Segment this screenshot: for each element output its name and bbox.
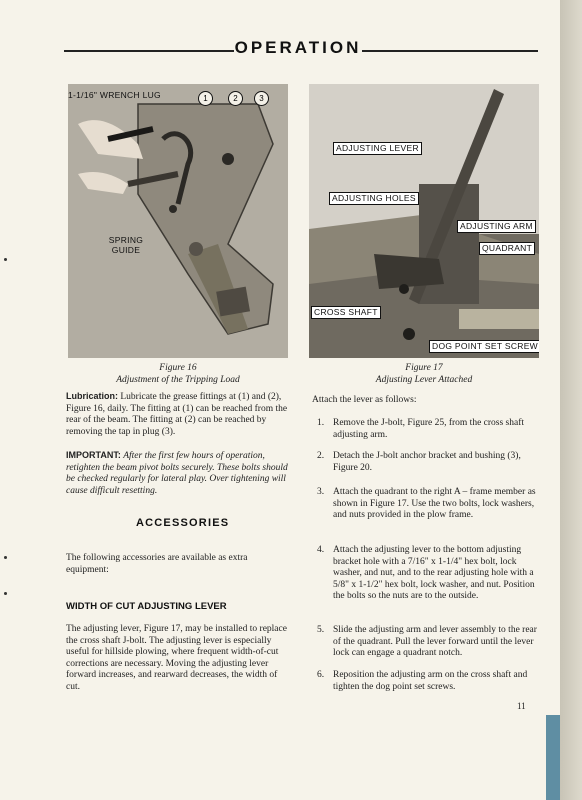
figure-16-photo (68, 84, 288, 358)
dog-point-set-screw-label: DOG POINT SET SCREW (429, 340, 539, 353)
list-item: 4. Attach the adjusting lever to the bottom adjusting bracket hole with a 7/16" x 1-1/4" hex bolt, lock washer, and nut, and to the rear adjusting hole with a 5/8" x 1-1/2" hex bolt, lock washer, and nut. Position the bolts so the nuts are to the outside. (317, 545, 535, 602)
figure-16-caption: Figure 16 Adjustment of the Tripping Load (116, 363, 240, 385)
punch-hole (4, 556, 7, 559)
list-item: 1. Remove the J-bolt, Figure 25, from the cross shaft adjusting arm. (317, 418, 525, 440)
page-edge (560, 0, 582, 800)
accessories-heading: ACCESSORIES (136, 517, 230, 529)
wrench-lug-label: 1-1/16" WRENCH LUG (68, 90, 161, 100)
callout-number: 1 (198, 91, 213, 106)
punch-hole (4, 258, 7, 261)
header-rule (362, 50, 538, 52)
spring-guide-label: SPRING GUIDE (108, 235, 144, 255)
callout-number: 3 (254, 91, 269, 106)
header-rule (64, 50, 234, 52)
adjusting-lever-label: ADJUSTING LEVER (333, 142, 422, 155)
figure-17-photo (309, 84, 539, 358)
width-of-cut-paragraph: The adjusting lever, Figure 17, may be installed to replace the cross shaft J-bolt. The adjusting lever is especially useful for hillside plowing, where frequent width-of-cut corrections are necessary. Moving the adjusting lever forward increases, and rearward decreases, the width of cut. (66, 624, 287, 692)
punch-hole (4, 592, 7, 595)
accessories-paragraph: The following accessories are available as extra equipment: (66, 553, 248, 575)
adjusting-holes-label: ADJUSTING HOLES (329, 192, 419, 205)
list-item: 2. Detach the J-bolt anchor bracket and bushing (3), Figure 20. (317, 451, 521, 473)
width-of-cut-heading: WIDTH OF CUT ADJUSTING LEVER (66, 601, 227, 612)
callout-number: 2 (228, 91, 243, 106)
instructions-intro: Attach the lever as follows: (312, 395, 417, 405)
cross-shaft-label: CROSS SHAFT (311, 306, 381, 319)
lubrication-paragraph: Lubrication: Lubricate the grease fittings at (1) and (2), Figure 16, daily. The fitting at (1) can be reached from the rear of the beam. The fitting at (2) can be reached by removing the tap in plug (3). (66, 391, 288, 437)
list-item: 3. Attach the quadrant to the right A – frame member as shown in Figure 17. Use the two bolts, lock washers, and nuts provided in the plow frame. (317, 487, 536, 521)
list-item: 5. Slide the adjusting arm and lever assembly to the rear of the quadrant. Pull the lever forward until the lever lock can engage a quadrant notch. (317, 625, 537, 659)
figure-17-caption: Figure 17 Adjusting Lever Attached (375, 363, 473, 385)
adjusting-arm-label: ADJUSTING ARM (457, 220, 536, 233)
section-header (64, 38, 538, 62)
important-paragraph: IMPORTANT: After the first few hours of operation, retighten the beam pivot bolts securely. These bolts should be checked regularly for lateral play. Over tightening will cause difficult resetting. (66, 450, 288, 496)
list-item: 6. Reposition the adjusting arm on the cross shaft and tighten the dog point set screws. (317, 670, 528, 692)
page-number: 11 (517, 701, 526, 711)
figure-16-illustration (68, 84, 288, 358)
quadrant-label: QUADRANT (479, 242, 535, 255)
section-title: OPERATION (234, 38, 362, 57)
cover-edge (546, 715, 560, 800)
